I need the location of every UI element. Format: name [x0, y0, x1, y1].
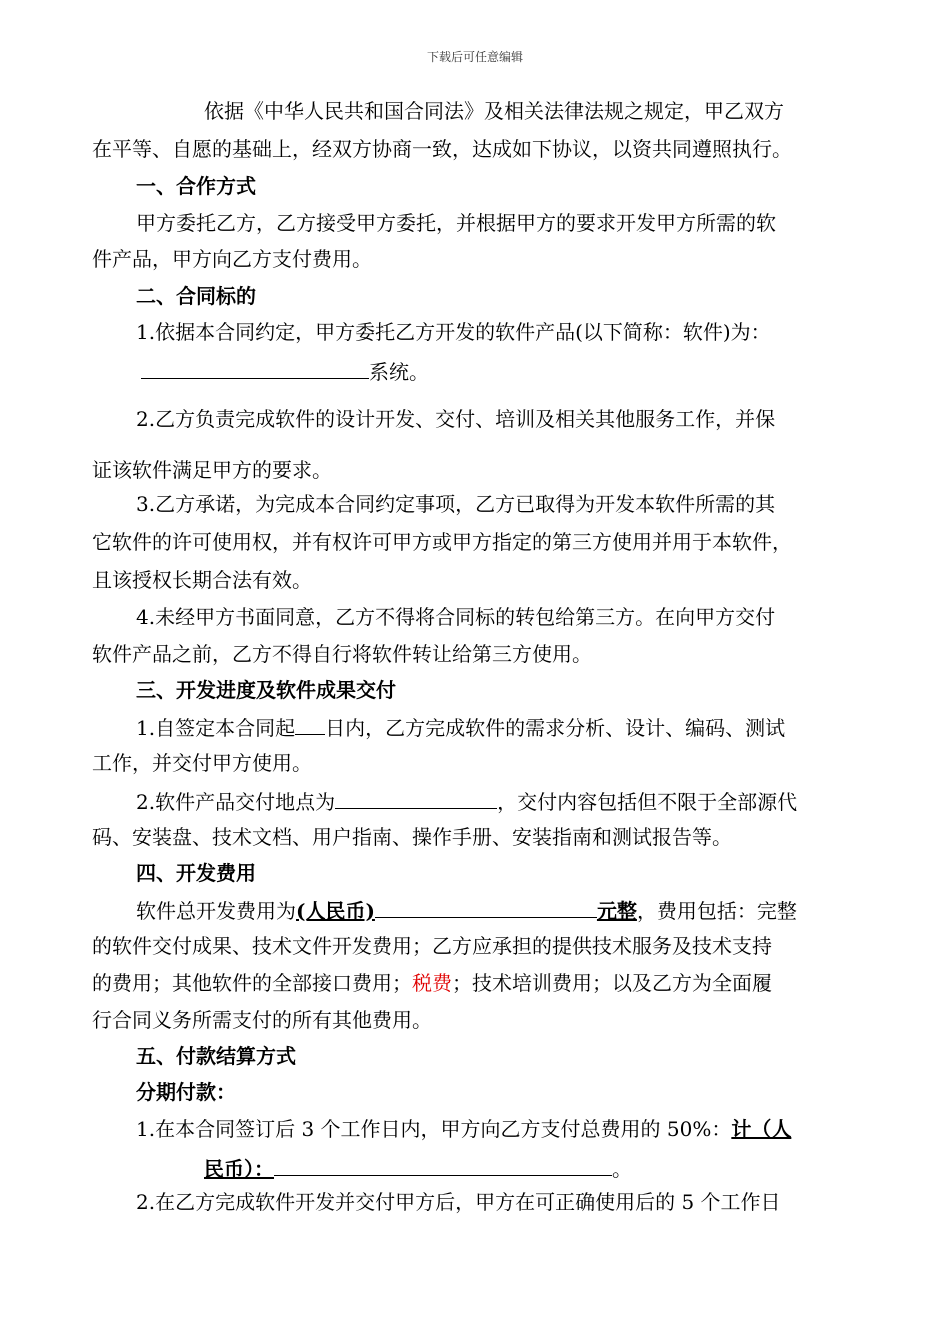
paragraph-line: 的费用；其他软件的全部接口费用；税费；技术培训费用；以及乙方为全面履: [92, 971, 772, 995]
paragraph-line: 甲方委托乙方，乙方接受甲方委托，并根据甲方的要求开发甲方所需的软: [136, 211, 776, 235]
total-fee-blank[interactable]: [375, 895, 597, 918]
paragraph-intro-line1: 依据《中华人民共和国合同法》及相关法律法规之规定，甲乙双方: [204, 99, 784, 123]
paragraph-line: 码、安装盘、技术文档、用户指南、操作手册、安装指南和测试报告等。: [92, 825, 732, 849]
delivery-location-blank[interactable]: [335, 786, 497, 809]
system-name-blank[interactable]: [141, 356, 369, 379]
paragraph-line: 且该授权长期合法有效。: [92, 568, 312, 592]
subheading-installment: 分期付款：: [136, 1080, 236, 1104]
paragraph-line: 工作，并交付甲方使用。: [92, 751, 312, 775]
section-heading-5: 五、付款结算方式: [136, 1044, 296, 1068]
paragraph-line: 4.未经甲方书面同意，乙方不得将合同标的转包给第三方。在向甲方交付: [136, 605, 776, 629]
section-heading-1: 一、合作方式: [136, 174, 256, 198]
paragraph-line: 2.在乙方完成软件开发并交付甲方后，甲方在可正确使用后的 5 个工作日: [136, 1190, 781, 1214]
page-header: 下载后可任意编辑: [426, 50, 523, 64]
section-heading-2: 二、合同标的: [136, 284, 256, 308]
paragraph-line: 1.依据本合同约定，甲方委托乙方开发的软件产品(以下简称：软件)为：: [136, 320, 771, 344]
paragraph-line: 3.乙方承诺，为完成本合同约定事项，乙方已取得为开发本软件所需的其: [136, 492, 776, 516]
section-heading-4: 四、开发费用: [136, 861, 256, 885]
section-heading-3: 三、开发进度及软件成果交付: [136, 678, 396, 702]
paragraph-line: 软件总开发费用为(人民币) 元整，费用包括：完整: [136, 895, 862, 925]
system-suffix: 系统。: [369, 360, 429, 384]
days-blank[interactable]: [295, 712, 325, 735]
paragraph-line: 民币）： 。: [204, 1153, 950, 1183]
paragraph-line: 1.在本合同签订后 3 个工作日内，甲方向乙方支付总费用的 50%：计（人: [136, 1117, 792, 1141]
paragraph-line: 2.软件产品交付地点为 ，交付内容包括但不限于全部源代: [136, 786, 862, 816]
paragraph-line: 行合同义务所需支付的所有其他费用。: [92, 1008, 432, 1032]
paragraph-line: 证该软件满足甲方的要求。: [92, 458, 332, 482]
paragraph-line: 它软件的许可使用权，并有权许可甲方或甲方指定的第三方使用并用于本软件，: [92, 530, 792, 554]
first-payment-blank[interactable]: [274, 1153, 612, 1176]
paragraph-line: 的软件交付成果、技术文件开发费用；乙方应承担的提供技术服务及技术支持: [92, 934, 772, 958]
paragraph-intro-line2: 在平等、自愿的基础上，经双方协商一致，达成如下协议，以资共同遵照执行。: [92, 137, 792, 161]
tax-highlight: 税费: [412, 971, 452, 995]
paragraph-line: 1.自签定本合同起 日内，乙方完成软件的需求分析、设计、编码、测试: [136, 712, 862, 742]
paragraph-line: 软件产品之前，乙方不得自行将软件转让给第三方使用。: [92, 642, 592, 666]
paragraph-line: 2.乙方负责完成软件的设计开发、交付、培训及相关其他服务工作，并保: [136, 407, 776, 431]
system-name-line: [141, 356, 911, 386]
currency-label: (人民币): [296, 899, 375, 923]
paragraph-line: 件产品，甲方向乙方支付费用。: [92, 247, 372, 271]
